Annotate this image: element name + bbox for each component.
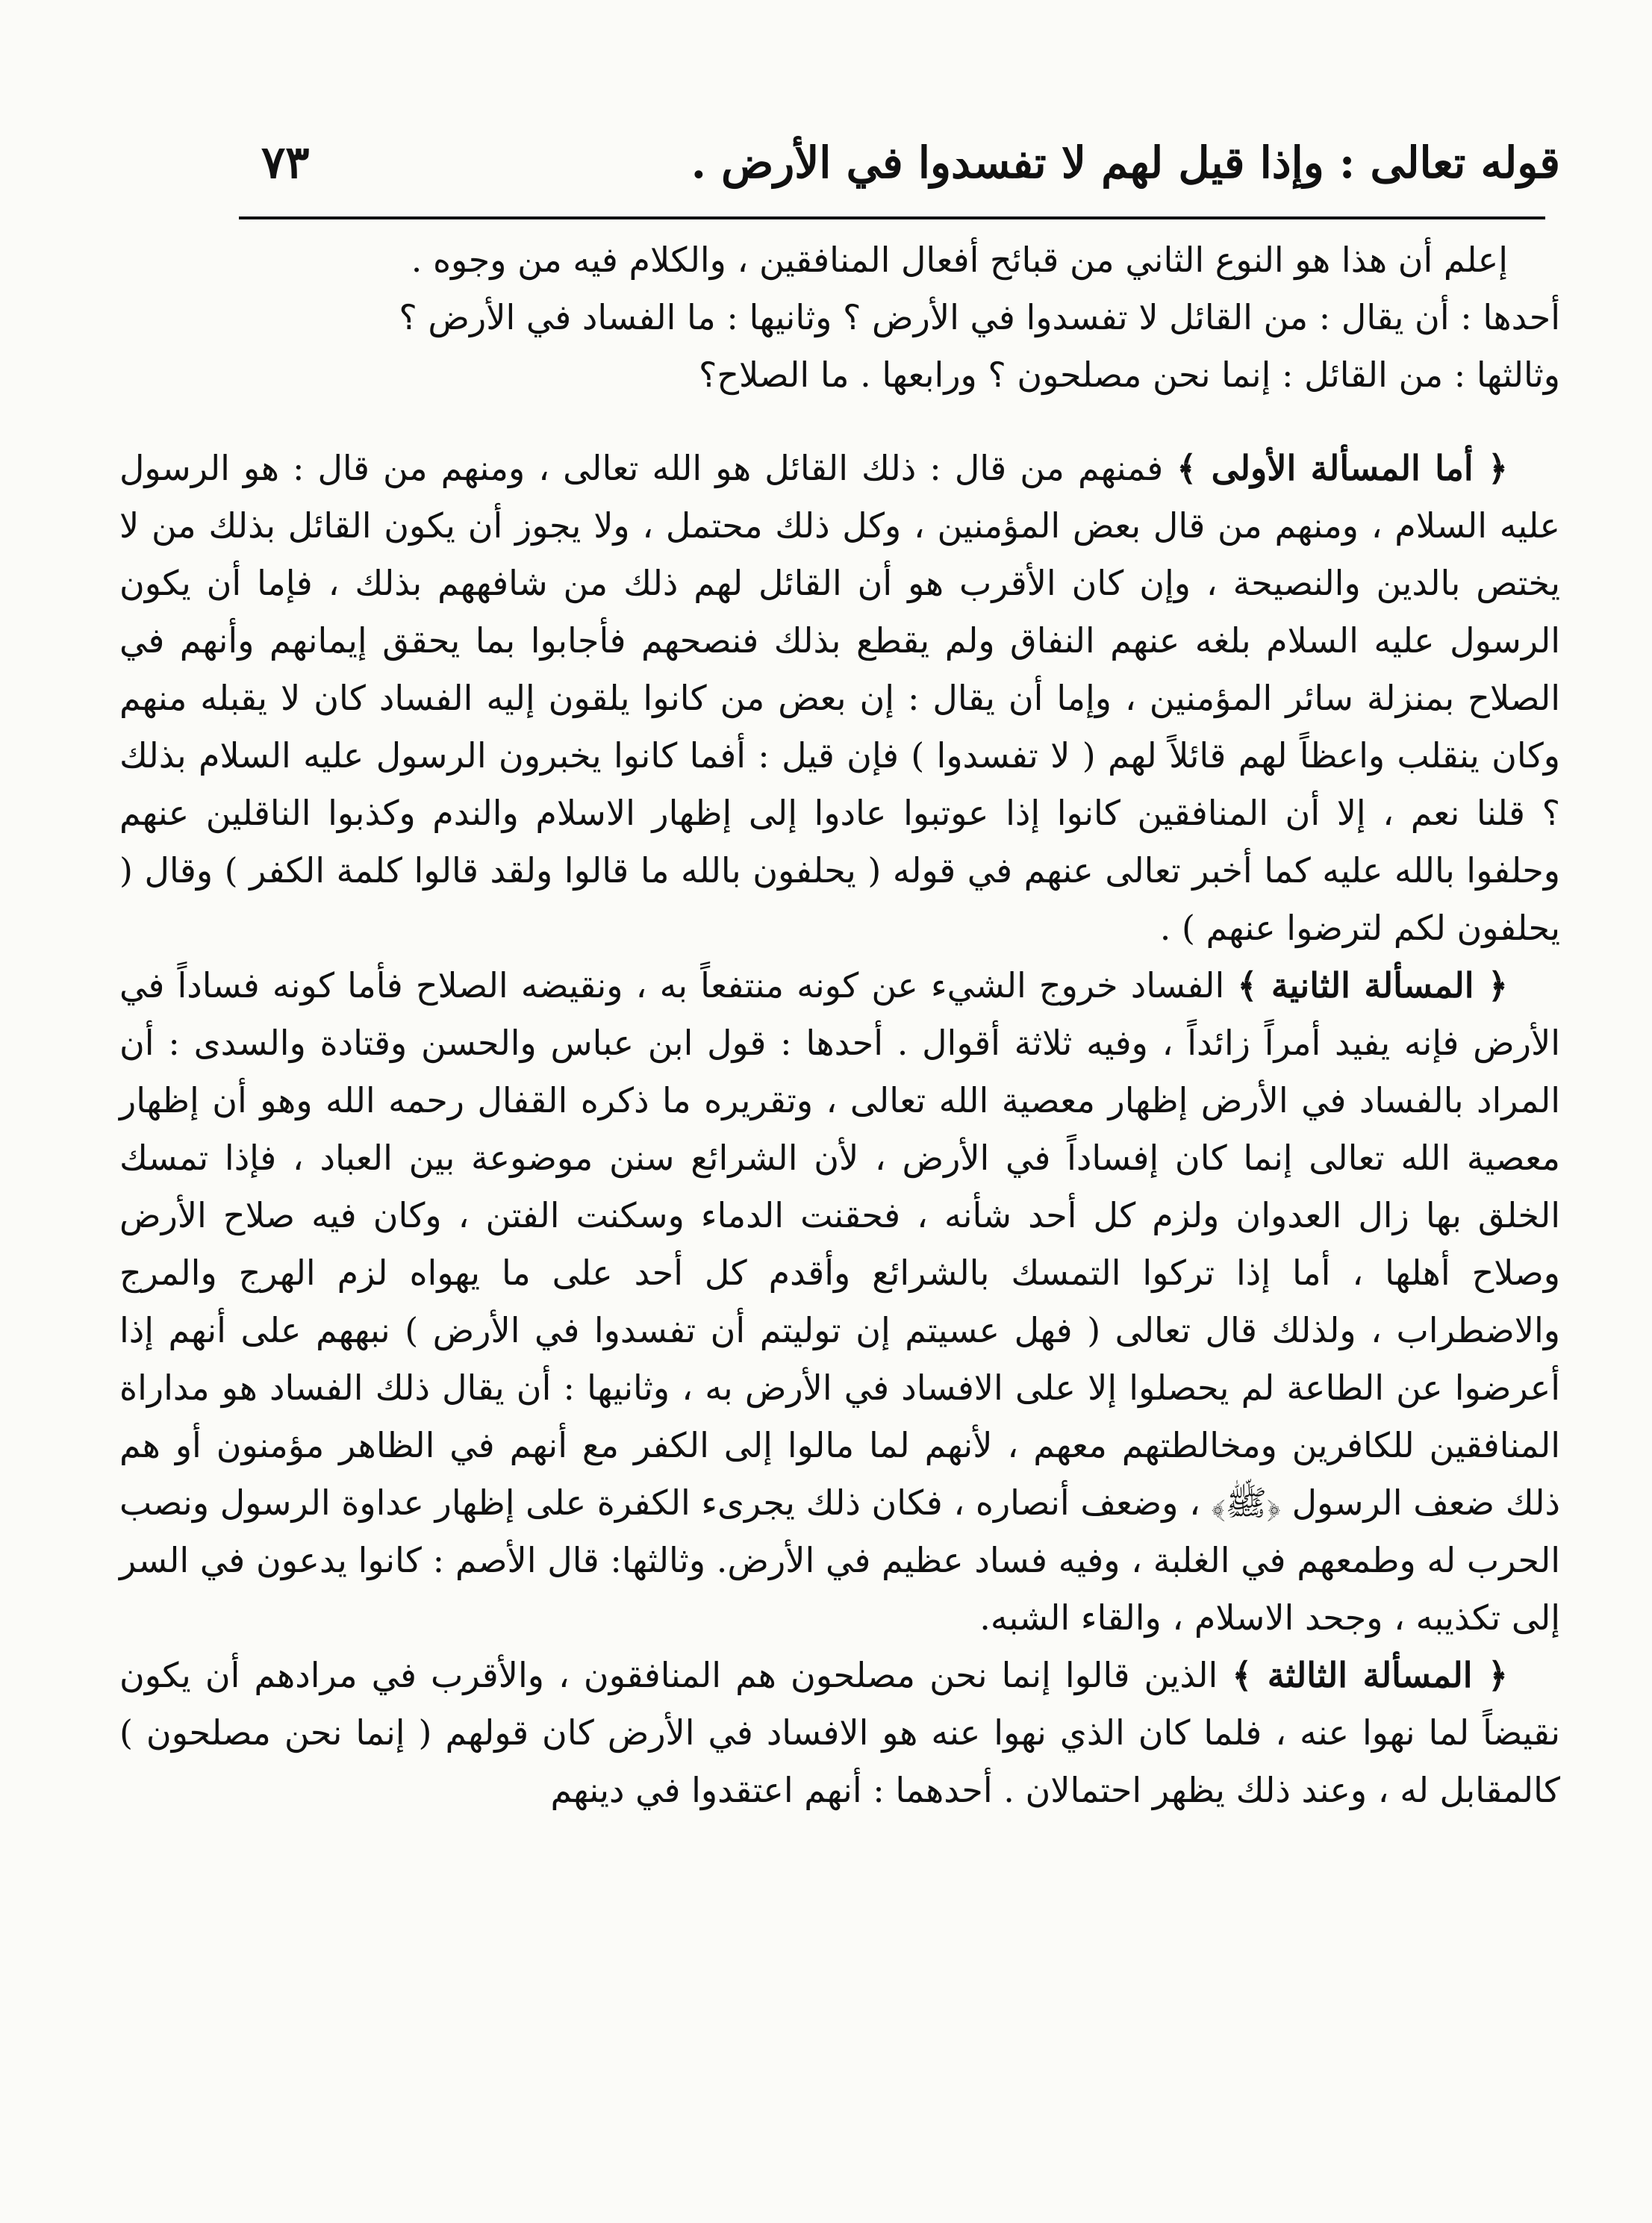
intro-line: وثالثها : من القائل : إنما نحن مصلحون ؟ ورابعها . ما الصلاح؟	[698, 355, 1560, 395]
intro-paragraph	[119, 231, 1560, 404]
section-heading: ﴿ المسألة الثالثة ﴾	[1232, 1655, 1508, 1695]
section-1	[119, 440, 1560, 957]
section-text: الفساد خروج الشيء عن كونه منتفعاً به ، ونقيضه الصلاح فأما كونه فساداً في الأرض فإنه يفيد أمراً زائداً ، وفيه ثلاثة أقوال . أحدها : قول ابن عباس والحسن وقتادة والسدى : أن المراد بالفساد في الأرض إظهار معصية الله تعالى ، وتقريره ما ذكره القفال رحمه الله وهو أن إظهار معصية الله تعالى إنما كان إفساداً في الأرض ، لأن الشرائع سنن موضوعة بين العباد ، فإذا تمسك الخلق بها زال العدوان ولزم كل أحد شأنه ، فحقنت الدماء وسكنت الفتن ، وكان فيه صلاح الأرض وصلاح أهلها ، أما إذا تركوا التمسك بالشرائع وأقدم كل أحد على ما يهواه لزم الهرج والمرج والاضطراب ، ولذلك قال تعالى ( فهل عسيتم إن توليتم أن تفسدوا في الأرض ) نبههم على أنهم إذا أعرضوا عن الطاعة لم يحصلوا إلا على الافساد في الأرض به ، وثانيها : أن يقال ذلك الفساد هو مداراة المنافقين للكافرين ومخالطتهم معهم ، لأنهم لما مالوا إلى الكفر مع أنهم في الظاهر مؤمنون أو هم ذلك ضعف الرسول ﴿ﷺ﴾ ، وضعف أنصاره ، فكان ذلك يجرىء الكفرة على إظهار عداوة الرسول ونصب الحرب له وطمعهم في الغلبة ، وفيه فساد عظيم في الأرض. وثالثها: قال الأصم : كانوا يدعون في السر إلى تكذيبه ، وجحد الاسلام ، والقاء الشبه.	[119, 965, 1560, 1638]
intro-line: أحدها : أن يقال : من القائل لا تفسدوا في الأرض ؟ وثانيها : ما الفساد في الأرض ؟	[399, 297, 1560, 337]
section-2	[119, 957, 1560, 1647]
header-rule	[239, 216, 1545, 219]
page-body	[119, 231, 1560, 1819]
running-header	[224, 133, 1560, 193]
intro-line: إعلم أن هذا هو النوع الثاني من قبائح أفعال المنافقين ، والكلام فيه من وجوه .	[411, 240, 1508, 280]
section-3	[119, 1647, 1560, 1819]
page-number: ٧٣	[261, 137, 310, 189]
running-title: قوله تعالى : وإذا قيل لهم لا تفسدوا في الأرض .	[691, 137, 1560, 188]
section-heading: ﴿ المسألة الثانية ﴾	[1237, 965, 1509, 1006]
section-text: فمنهم من قال : ذلك القائل هو الله تعالى ، ومنهم من قال : هو الرسول عليه السلام ، ومنهم من قال بعض المؤمنين ، وكل ذلك محتمل ، ولا يجوز أن يكون القائل بذلك من لا يختص بالدين والنصيحة ، وإن كان الأقرب هو أن القائل لهم ذلك من شافههم بذلك ، فإما أن يكون الرسول عليه السلام بلغه عنهم النفاق ولم يقطع بذلك فنصحهم فأجابوا بما يحقق إيمانهم وأنهم في الصلاح بمنزلة سائر المؤمنين ، وإما أن يقال : إن بعض من كانوا يلقون إليه الفساد كان لا يقبله منهم وكان ينقلب واعظاً لهم قائلاً لهم ( لا تفسدوا ) فإن قيل : أفما كانوا يخبرون الرسول عليه السلام بذلك ؟ قلنا نعم ، إلا أن المنافقين كانوا إذا عوتبوا عادوا إلى إظهار الاسلام والندم وكذبوا الناقلين عنهم وحلفوا بالله عليه كما أخبر تعالى عنهم في قوله ( يحلفون بالله ما قالوا ولقد قالوا كلمة الكفر ) وقال ( يحلفون لكم لترضوا عنهم ) .	[119, 448, 1560, 948]
section-text: الذين قالوا إنما نحن مصلحون هم المنافقون ، والأقرب في مرادهم أن يكون نقيضاً لما نهوا عنه ، فلما كان الذي نهوا عنه هو الافساد في الأرض كان قولهم ( إنما نحن مصلحون ) كالمقابل له ، وعند ذلك يظهر احتمالان . أحدهما : أنهم اعتقدوا في دينهم	[119, 1655, 1560, 1810]
section-heading: ﴿ أما المسألة الأولى ﴾	[1176, 448, 1508, 488]
